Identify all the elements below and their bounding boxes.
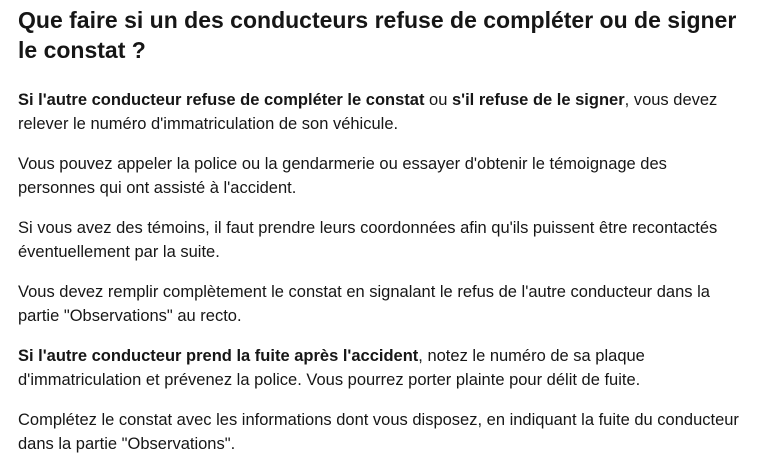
emphasis-refuse-sign: s'il refuse de le signer xyxy=(451,91,625,109)
text-hit-and-run: , notez le numéro de sa plaque d'immatriculation et prévenez la police. Vous pourrez porter plainte pour délit de fuite. xyxy=(18,347,645,389)
emphasis-flees: Si l'autre conducteur prend la fuite après l'accident xyxy=(18,347,419,365)
section-heading: Que faire si un des conducteurs refuse de compléter ou de signer le constat ? xyxy=(18,7,737,63)
paragraph-observations: Vous devez remplir complètement le constat en signalant le refus de l'autre conducteur dans la partie "Observations" au recto. xyxy=(18,283,710,325)
paragraph-police: Vous pouvez appeler la police ou la gendarmerie ou essayer d'obtenir le témoignage des personnes qui ont assisté à l'accident. xyxy=(18,155,667,197)
text-plate-note: , vous devez relever le numéro d'immatriculation de son véhicule. xyxy=(18,91,718,133)
paragraph-complete-report: Complétez le constat avec les informations dont vous disposez, en indiquant la fuite du conducteur dans la partie "Observations". xyxy=(18,411,739,453)
emphasis-refuse-complete: Si l'autre conducteur refuse de compléter le constat xyxy=(18,91,425,109)
article-section xyxy=(18,0,748,456)
paragraph-refusal xyxy=(18,88,748,136)
text-or: ou xyxy=(424,91,452,109)
paragraph-hit-and-run xyxy=(18,344,748,392)
paragraph-witnesses: Si vous avez des témoins, il faut prendre leurs coordonnées afin qu'ils puissent être recontactés éventuellement par la suite. xyxy=(18,219,718,261)
